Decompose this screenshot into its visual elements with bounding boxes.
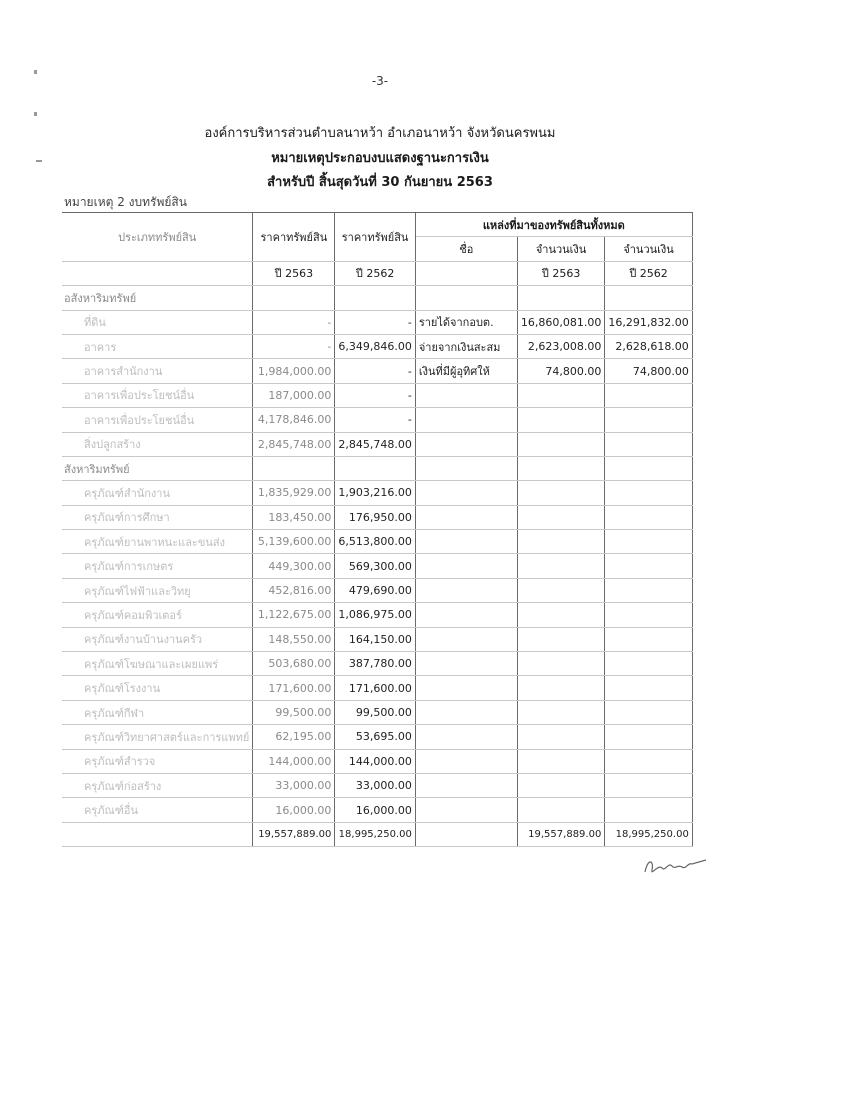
year-label: ปี 2562: [335, 261, 415, 285]
source-name: [415, 700, 517, 724]
col-header-amount-a: จำนวนเงิน: [517, 237, 604, 261]
amount-2563: [517, 578, 604, 602]
amount-2562: [605, 603, 692, 627]
value-2563: 4,178,846.00: [253, 408, 335, 432]
amount-2563: [517, 773, 604, 797]
total-c: 19,557,889.00: [517, 822, 604, 846]
row-label: ครุภัณฑ์การศึกษา: [62, 505, 253, 529]
row-label: ครุภัณฑ์โฆษณาและเผยแพร่: [62, 652, 253, 676]
row-label: อาคารเพื่อประโยชน์อื่น: [62, 408, 253, 432]
amount-2562: 16,291,832.00: [605, 310, 692, 334]
table-row: [62, 725, 692, 749]
source-name: รายได้จากอบต.: [415, 310, 517, 334]
org-title: องค์การบริหารส่วนตำบลนาหว้า อำเภอนาหว้า จังหวัดนครพนม: [204, 126, 556, 141]
col-header-amount-b: จำนวนเงิน: [605, 237, 692, 261]
source-name: [415, 432, 517, 456]
value-2562: 53,695.00: [335, 725, 415, 749]
value-2562: [335, 456, 415, 480]
value-2562: 16,000.00: [335, 798, 415, 822]
table-row: [62, 334, 692, 358]
row-label: ครุภัณฑ์อื่น: [62, 798, 253, 822]
table-row: [62, 773, 692, 797]
value-2563: 183,450.00: [253, 505, 335, 529]
amount-2563: [517, 286, 604, 310]
source-name: เงินที่มีผู้อุทิศให้: [415, 359, 517, 383]
table-row: [62, 798, 692, 822]
value-2562: 6,349,846.00: [335, 334, 415, 358]
row-label: อาคาร: [62, 334, 253, 358]
source-name: [415, 773, 517, 797]
amount-2563: [517, 700, 604, 724]
table-row: [62, 481, 692, 505]
value-2563: 452,816.00: [253, 578, 335, 602]
amount-2562: [605, 481, 692, 505]
row-label: ครุภัณฑ์ยานพาหนะและขนส่ง: [62, 530, 253, 554]
scan-mark: [34, 70, 37, 74]
value-2563: 33,000.00: [253, 773, 335, 797]
row-label: ครุภัณฑ์สำรวจ: [62, 749, 253, 773]
table-row: [62, 383, 692, 407]
value-2562: 33,000.00: [335, 773, 415, 797]
value-2563: -: [253, 310, 335, 334]
table-row: [62, 627, 692, 651]
table-row: [62, 749, 692, 773]
value-2562: 171,600.00: [335, 676, 415, 700]
col-header-name: ชื่อ: [415, 237, 517, 261]
value-2563: 16,000.00: [253, 798, 335, 822]
row-label: ครุภัณฑ์สำนักงาน: [62, 481, 253, 505]
amount-2563: [517, 676, 604, 700]
report-period: สำหรับปี สิ้นสุดวันที่ 30 กันยายน 2563: [267, 175, 493, 190]
source-name: [415, 505, 517, 529]
amount-2562: [605, 456, 692, 480]
table-row: [62, 359, 692, 383]
amount-2562: [605, 798, 692, 822]
row-label: ครุภัณฑ์โรงงาน: [62, 676, 253, 700]
value-2563: 1,835,929.00: [253, 481, 335, 505]
amount-2562: 2,628,618.00: [605, 334, 692, 358]
source-name: [415, 530, 517, 554]
row-label: ครุภัณฑ์วิทยาศาสตร์และการแพทย์: [62, 725, 253, 749]
row-label: ที่ดิน: [62, 310, 253, 334]
amount-2563: 2,623,008.00: [517, 334, 604, 358]
table-row: [62, 578, 692, 602]
amount-2562: [605, 554, 692, 578]
year-label: ปี 2562: [605, 261, 692, 285]
amount-2563: [517, 432, 604, 456]
row-label: ครุภัณฑ์ก่อสร้าง: [62, 773, 253, 797]
value-2562: 569,300.00: [335, 554, 415, 578]
col-header-type: ประเภททรัพย์สิน: [62, 213, 253, 262]
value-2563: 2,845,748.00: [253, 432, 335, 456]
value-2562: 176,950.00: [335, 505, 415, 529]
value-2563: 144,000.00: [253, 749, 335, 773]
value-2562: 1,903,216.00: [335, 481, 415, 505]
source-name: [415, 749, 517, 773]
row-label: ครุภัณฑ์งานบ้านงานครัว: [62, 627, 253, 651]
row-label: สังหาริมทรัพย์: [62, 456, 253, 480]
source-name: [415, 725, 517, 749]
table-row: [62, 432, 692, 456]
amount-2562: [605, 530, 692, 554]
table-row: [62, 652, 692, 676]
total-row: [62, 822, 692, 846]
amount-2563: [517, 749, 604, 773]
value-2563: 449,300.00: [253, 554, 335, 578]
row-label: อาคารสำนักงาน: [62, 359, 253, 383]
col-header-value-a: ราคาทรัพย์สิน: [253, 213, 335, 262]
amount-2562: [605, 700, 692, 724]
year-label: ปี 2563: [253, 261, 335, 285]
value-2562: 2,845,748.00: [335, 432, 415, 456]
amount-2562: [605, 773, 692, 797]
amount-2563: [517, 505, 604, 529]
value-2562: -: [335, 383, 415, 407]
amount-2563: 16,860,081.00: [517, 310, 604, 334]
amount-2562: [605, 383, 692, 407]
source-name: [415, 652, 517, 676]
report-title: หมายเหตุประกอบงบแสดงฐานะการเงิน: [271, 151, 489, 166]
value-2562: 6,513,800.00: [335, 530, 415, 554]
source-name: [415, 481, 517, 505]
amount-2563: 74,800.00: [517, 359, 604, 383]
source-name: [415, 286, 517, 310]
table-row: [62, 530, 692, 554]
value-2562: -: [335, 359, 415, 383]
row-label: อสังหาริมทรัพย์: [62, 286, 253, 310]
table-row: [62, 408, 692, 432]
value-2562: 1,086,975.00: [335, 603, 415, 627]
row-label: สิ่งปลูกสร้าง: [62, 432, 253, 456]
scan-mark: [34, 112, 37, 116]
col-header-sources: แหล่งที่มาของทรัพย์สินทั้งหมด: [415, 213, 692, 237]
signature: [640, 850, 710, 880]
page-number: -3-: [371, 74, 389, 88]
amount-2562: [605, 286, 692, 310]
year-label: ปี 2563: [517, 261, 604, 285]
value-2562: 479,690.00: [335, 578, 415, 602]
row-label: อาคารเพื่อประโยชน์อื่น: [62, 383, 253, 407]
value-2562: [335, 286, 415, 310]
value-2562: 164,150.00: [335, 627, 415, 651]
value-2563: 5,139,600.00: [253, 530, 335, 554]
col-header-value-b: ราคาทรัพย์สิน: [335, 213, 415, 262]
value-2563: 187,000.00: [253, 383, 335, 407]
value-2563: 171,600.00: [253, 676, 335, 700]
amount-2563: [517, 798, 604, 822]
row-label: ครุภัณฑ์ไฟฟ้าและวิทยุ: [62, 578, 253, 602]
source-name: [415, 383, 517, 407]
amount-2562: [605, 676, 692, 700]
amount-2563: [517, 725, 604, 749]
amount-2563: [517, 456, 604, 480]
source-name: [415, 456, 517, 480]
value-2562: -: [335, 310, 415, 334]
amount-2563: [517, 627, 604, 651]
source-name: [415, 603, 517, 627]
source-name: [415, 578, 517, 602]
table-row: [62, 505, 692, 529]
total-b: 18,995,250.00: [335, 822, 415, 846]
amount-2562: [605, 432, 692, 456]
amount-2563: [517, 652, 604, 676]
source-name: จ่ายจากเงินสะสม: [415, 334, 517, 358]
amount-2562: [605, 505, 692, 529]
amount-2562: [605, 627, 692, 651]
scan-mark: [36, 160, 42, 162]
value-2562: 144,000.00: [335, 749, 415, 773]
source-name: [415, 554, 517, 578]
amount-2563: [517, 383, 604, 407]
value-2563: 99,500.00: [253, 700, 335, 724]
row-label: ครุภัณฑ์กีฬา: [62, 700, 253, 724]
value-2563: 1,984,000.00: [253, 359, 335, 383]
table-row: [62, 286, 692, 310]
amount-2563: [517, 603, 604, 627]
value-2563: 1,122,675.00: [253, 603, 335, 627]
amount-2562: [605, 578, 692, 602]
table-row: [62, 603, 692, 627]
value-2563: 62,195.00: [253, 725, 335, 749]
value-2562: 387,780.00: [335, 652, 415, 676]
amount-2563: [517, 530, 604, 554]
table-row: [62, 700, 692, 724]
value-2563: 148,550.00: [253, 627, 335, 651]
source-name: [415, 798, 517, 822]
table-row: [62, 554, 692, 578]
source-name: [415, 676, 517, 700]
value-2562: -: [335, 408, 415, 432]
value-2563: 503,680.00: [253, 652, 335, 676]
amount-2563: [517, 408, 604, 432]
amount-2563: [517, 481, 604, 505]
amount-2562: [605, 652, 692, 676]
note-title: หมายเหตุ 2 งบทรัพย์สิน: [64, 195, 187, 209]
total-d: 18,995,250.00: [605, 822, 692, 846]
total-empty: [62, 822, 253, 846]
amount-2563: [517, 554, 604, 578]
value-2562: 99,500.00: [335, 700, 415, 724]
value-2563: [253, 456, 335, 480]
row-label: ครุภัณฑ์การเกษตร: [62, 554, 253, 578]
total-empty: [415, 822, 517, 846]
row-label: ครุภัณฑ์คอมพิวเตอร์: [62, 603, 253, 627]
table-row: [62, 310, 692, 334]
amount-2562: [605, 725, 692, 749]
table-row: [62, 676, 692, 700]
value-2563: [253, 286, 335, 310]
amount-2562: 74,800.00: [605, 359, 692, 383]
source-name: [415, 627, 517, 651]
value-2563: -: [253, 334, 335, 358]
amount-2562: [605, 749, 692, 773]
source-name: [415, 408, 517, 432]
amount-2562: [605, 408, 692, 432]
asset-table: [62, 212, 693, 847]
table-row: [62, 456, 692, 480]
total-a: 19,557,889.00: [253, 822, 335, 846]
